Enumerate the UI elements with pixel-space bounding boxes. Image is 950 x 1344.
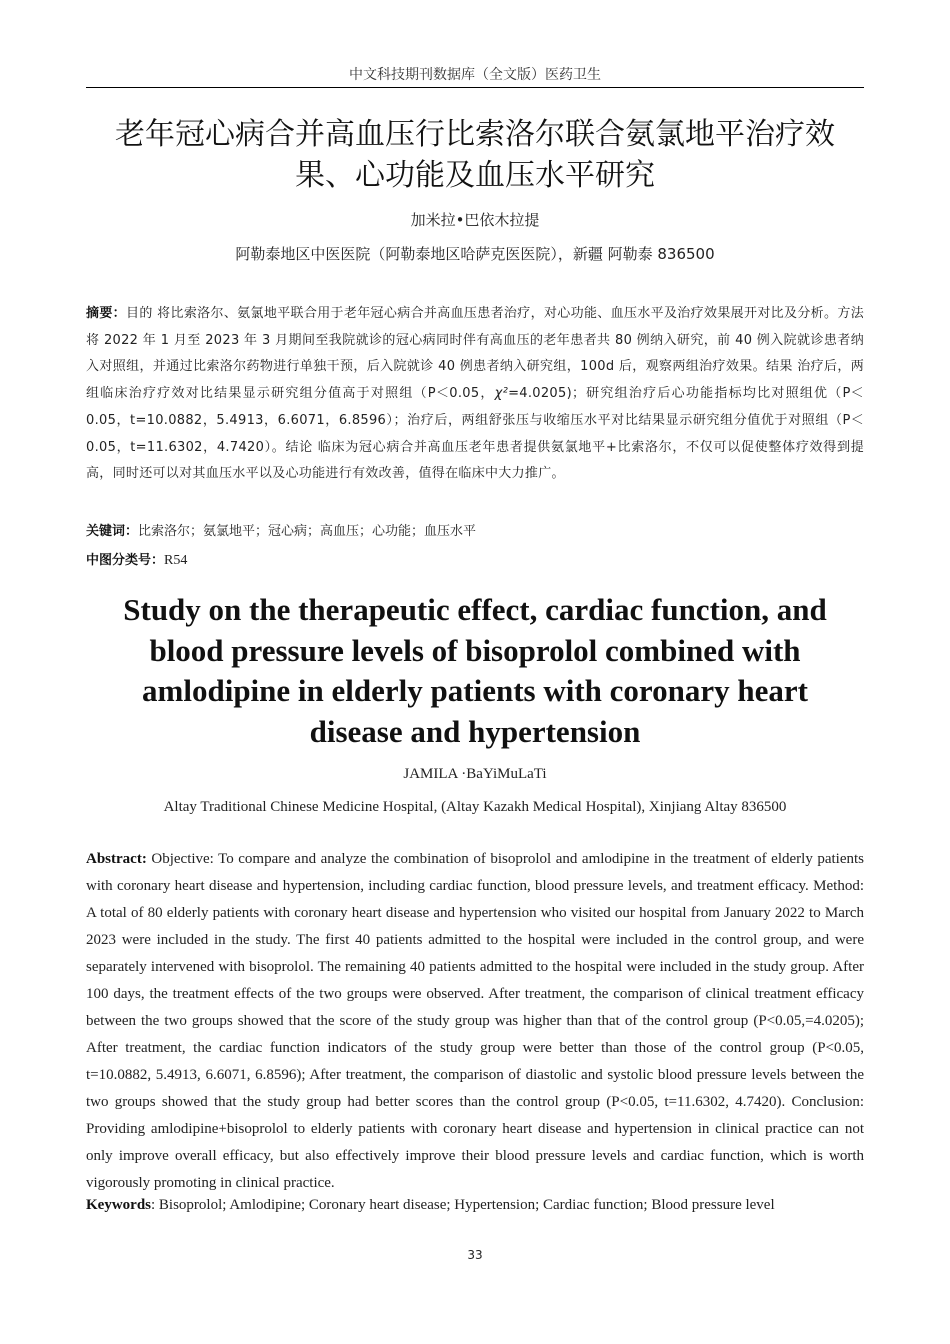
english-title-line-4: disease and hypertension xyxy=(309,713,641,749)
classification-label: 中图分类号： xyxy=(86,553,165,568)
english-keywords xyxy=(86,1197,864,1214)
english-abstract-text: Objective: To compare and analyze the combination of bisoprolol and amlodipine in the treatment of elderly patients with coronary heart disease and hypertension, including cardiac function, blood pressure levels, and treatment efficacy. Method: A total of 80 elderly patients with coronary heart disease and hypertension who visited our hospital from January 2022 to March 2023 were included in the study. The first 40 patients admitted to the hospital were included in the control group, and were separately intervened with bisoprolol. The remaining 40 patients admitted to the hospital were included in the study group. After 100 days, the treatment effects of the two groups were observed. After treatment, the comparison of clinical treatment efficacy between the two groups showed that the score of the study group was higher than that of the control group (P<0.05,=4.0205); After treatment, the cardiac function indicators of the study group were better than those of the control group (P<0.05, t=10.0882, 5.4913, 6.6071, 6.8596); After treatment, the comparison of diastolic and systolic blood pressure levels between the two groups showed that the study group had better scores than the control group (P<0.05, t=11.6302, 4.7420). Conclusion: Providing amlodipine+bisoprolol to elderly patients with coronary heart disease and hypertension in clinical practice can not only improve overall efficacy, but also effectively improve their blood pressure levels and cardiac function, which is worth vigorously promoting in clinical practice. xyxy=(86,851,865,1191)
english-keywords-label: Keywords xyxy=(86,1197,151,1213)
chinese-title-line-1: 老年冠心病合并高血压行比索洛尔联合氨氯地平治疗效 xyxy=(115,117,835,152)
chinese-title xyxy=(80,114,870,196)
english-title-line-3: amlodipine in elderly patients with coronary heart xyxy=(142,673,808,708)
english-author: JAMILA ·BaYiMuLaTi xyxy=(403,766,547,782)
english-title-line-1: Study on the therapeutic effect, cardiac function, and xyxy=(123,592,827,627)
english-keywords-text: : Bisoprolol; Amlodipine; Coronary heart disease; Hypertension; Cardiac function; Blood pressure level xyxy=(151,1197,775,1213)
chinese-abstract-label: 摘要： xyxy=(86,306,127,321)
chinese-title-line-2: 果、心功能及血压水平研究 xyxy=(295,158,655,193)
chinese-keywords-text: 比索洛尔；氨氯地平；冠心病；高血压；心功能；血压水平 xyxy=(138,524,477,539)
english-title xyxy=(100,590,850,752)
english-affiliation: Altay Traditional Chinese Medicine Hospital, (Altay Kazakh Medical Hospital), Xinjiang Altay 836500 xyxy=(163,799,787,815)
chinese-keywords xyxy=(86,520,864,539)
page-number: 33 xyxy=(467,1248,483,1262)
chinese-abstract-text: 目的 将比索洛尔、氨氯地平联合用于老年冠心病合并高血压患者治疗，对心功能、血压水平及治疗效果展开对比及分析。方法 将 2022 年 1 月至 2023 年 3 月期间至我院就诊的冠心病同时伴有高血压的老年患者共 80 例纳入研究，前 40 例入院就诊患者纳入对照组，并通过比索洛尔药物进行单独干预，后入院就诊 40 例患者纳入研究组，100d 后，观察两组治疗效果。结果 治疗后，两组临床治疗疗效对比结果显示研究组分值高于对照组（P＜0.05， xyxy=(86,306,864,402)
chi-square-symbol: χ² xyxy=(494,386,509,402)
english-abstract-label: Abstract: xyxy=(86,851,147,867)
chinese-abstract xyxy=(86,301,864,488)
header-rule xyxy=(86,87,864,88)
chinese-classification xyxy=(86,549,864,569)
journal-header: 中文科技期刊数据库（全文版）医药卫生 xyxy=(349,67,601,83)
chinese-keywords-label: 关键词： xyxy=(86,524,139,539)
chinese-affiliation: 阿勒泰地区中医医院（阿勒泰地区哈萨克医医院），新疆 阿勒泰 836500 xyxy=(235,245,715,263)
english-title-line-2: blood pressure levels of bisoprolol combined with xyxy=(149,632,801,668)
english-abstract xyxy=(86,846,864,1197)
chinese-author: 加米拉•巴依木拉提 xyxy=(410,211,540,229)
classification-value: R54 xyxy=(164,553,188,568)
chinese-abstract-text-2: =4.0205)；研究组治疗后心功能指标均比对照组优（P＜0.05，t=10.0882，5.4913，6.6071，6.8596）；治疗后，两组舒张压与收缩压水平对比结果显示研究组分值优于对照组（P＜0.05，t=11.6302，4.7420）。结论 临床为冠心病合并高血压老年患者提供氨氯地平+比索洛尔，不仅可以促使整体疗效得到提高，同时还可以对其血压水平以及心功能进行有效改善，值得在临床中大力推广。 xyxy=(86,386,864,482)
